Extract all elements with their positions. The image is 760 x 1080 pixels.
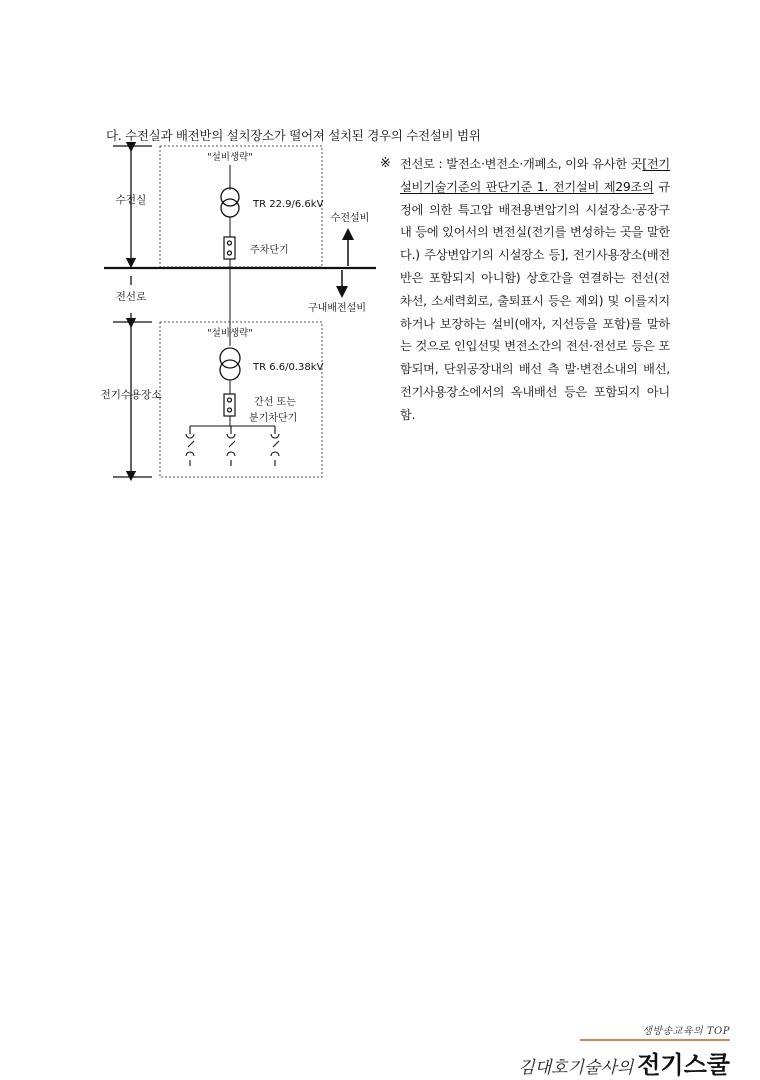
site-box bbox=[160, 322, 322, 477]
note-body bbox=[400, 153, 670, 427]
section-heading: 다. 수전실과 배전반의 설치장소가 떨어져 설치된 경우의 수전설비 범위 bbox=[106, 128, 481, 143]
note-standard-reference[interactable]: [전기설비기술기준의 판단기준 1. 전기설비 제29조의 bbox=[400, 157, 670, 194]
feeder-breaker-label-2: 분기차단기 bbox=[249, 413, 298, 424]
tr-top-label: TR 22.9/6.6kV bbox=[253, 199, 324, 210]
brand-name bbox=[518, 1045, 730, 1080]
label-substation: 수전실 bbox=[115, 194, 147, 206]
branch-switch-icons bbox=[186, 426, 279, 466]
internal-distribution-label: 구내배전설비 bbox=[308, 303, 366, 314]
transformer-top-icon bbox=[221, 188, 239, 217]
brand-divider bbox=[580, 1039, 730, 1041]
tr-bottom-label: TR 6.6/0.38kV bbox=[253, 362, 324, 373]
receiving-equipment-label: 수전설비 bbox=[330, 213, 370, 224]
feeder-breaker-label-1: 간선 또는 bbox=[254, 397, 296, 408]
brand-main: 전기스쿨 bbox=[637, 1050, 730, 1079]
reference-mark-icon: ※ bbox=[380, 156, 391, 171]
brand-sub: 김대호기술사의 bbox=[518, 1057, 634, 1078]
feeder-breaker-icon bbox=[224, 394, 235, 416]
main-breaker-label: 주차단기 bbox=[250, 245, 289, 256]
definition-note bbox=[382, 153, 670, 427]
transformer-bottom-icon bbox=[220, 348, 240, 380]
note-text-1: 전선로 : 발전소·변전소·개폐소, 이와 유사한 곳 bbox=[400, 157, 643, 171]
label-line: 전선로 bbox=[115, 291, 147, 303]
label-site: 전기수용장소 bbox=[100, 389, 162, 401]
omit-label-top: "설비생략" bbox=[207, 152, 253, 163]
main-breaker-icon bbox=[224, 237, 235, 259]
brand-tagline: 생방송교육의 TOP bbox=[642, 1026, 730, 1037]
brand-logo bbox=[518, 1022, 730, 1080]
note-text-2: 규정에 의한 특고압 배전용변압기의 시설장소·공장구내 등에 있어서의 변전실(전기를 변성하는 곳을 말한다.) 주상변압기의 시설장소 등], 전기사용장소(배전반은 포함되지 아니함) 상호간을 연결하는 전선(전차선, 소세력회로, 출퇴표시 등은 제외) 및 이를지지하거나 보장하는 설비(애자, 지선등을 포함)를 말하는 것으로 인입선및 변전소간의 전선·전선로 등은 포함되며, 단위공장내의 배선 측 발·변전소내의 배선, 전기사용장소에서의 옥내배선 등은 포함되지 아니함. bbox=[400, 179, 670, 422]
omit-label-bottom: "설비생략" bbox=[207, 328, 253, 339]
